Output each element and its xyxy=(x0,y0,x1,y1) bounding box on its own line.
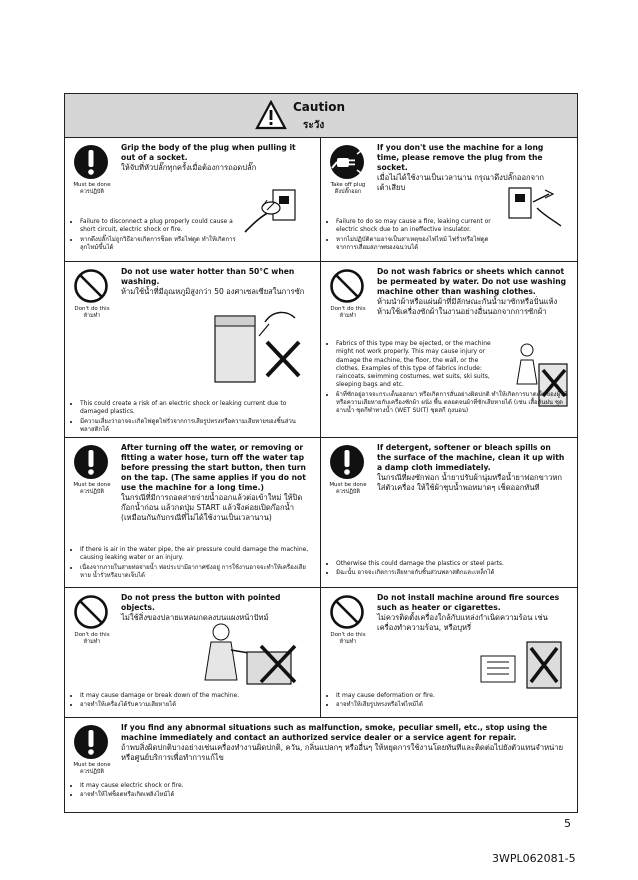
caution-heading: Do not wash fabrics or sheets which cannot be permeated by water. Do not use washing machine other than washing clothes. ห้ามนำผ้าหรือแผ่นผ้าที่มีลักษณะกันน้ำมาซักหรือปั่นแห้ง ห้ามใช้เครื่องซักผ้าในงานอย่างอื่นนอกจากการซักผ้า xyxy=(377,267,567,316)
caution-cell-remove-plug xyxy=(321,138,577,262)
caution-cell-pointed-objects xyxy=(65,588,321,718)
prohibited-icon xyxy=(329,268,365,304)
caution-heading: If detergent, softener or bleach spills on the surface of the machine, clean it up with a damp cloth immediately. ในกรณีที่ผงซักฟอก น้ำยาปรับผ้านุ่มหรือน้ำยาฟอกขาวหกใส่ตัวเครื่อง ให้ใช้ผ้าชุบน้ำพอหมาดๆ เช็ดออกทันที xyxy=(377,443,565,492)
must-do-label: Must be done ควรปฏิบัติ xyxy=(73,762,111,775)
caution-cell-fire-sources xyxy=(321,588,577,718)
caution-bullets: • Fabrics of this type may be ejected, or the machine might not work properly. This may cause injury or damage the machine, the floor, the wall, or the clothes. Examples of this type of fabrics include: raincoats, swimming costumes, wet suits, ski suits, sleeping bags and etc. • ผ้าที่ซักอยู่อาจจะกระเด็นออกมา หรือเกิดการสั่นอย่างผิดปกติ ทำให้เกิดการบาดเจ็บของผู้ใช้ หรือความเสียหายกับเครื่องซักผ้า ผนัง พื้น ตลอดจนผ้าที่ซักเสียหายได้ (เช่น เสื้อกันฝน ชุดอาบน้ำ ชุดกีฬาทางน้ำ (WET SUIT) ชุดสกี ถุงนอน) xyxy=(327,340,503,417)
caution-box xyxy=(64,93,578,813)
must-do-label: Must be done ควรปฏิบัติ xyxy=(73,482,111,495)
caution-heading: After turning off the water, or removing or fitting a water hose, turn off the water tap before pressing the start button, then turn on the tap. (The same applies if you do not use the machine for a long time.) ในกรณีที่มีการถอดสายจ่ายน้ำออกแล้วต่อเข้าใหม่ ให้ปิดก๊อกน้ำก่อน แล้วกดปุ่ม START แล้วจึงค่อยเปิดก๊อกน้ำ (เหมือนกันกับกรณีที่ไม่ได้ใช้งานเป็นเวลานาน) xyxy=(121,443,306,522)
page-number: 5 xyxy=(564,817,571,830)
hand-gripping-plug-icon xyxy=(243,186,303,236)
caution-bullets: • It may cause deformation or fire. • อาจทำให้เสียรูปทรงหรือไฟไหม้ได้ xyxy=(327,692,567,711)
caution-title: Caution xyxy=(293,100,346,114)
caution-bullets: • It may cause electric shock or fire. • อาจทำให้ไฟช็อตหรือเกิดเพลิงไหม้ได้ xyxy=(71,782,511,801)
socket-plug-icon xyxy=(503,182,563,232)
dont-do-label: Don't do this ห้ามทำ xyxy=(330,306,366,319)
prohibited-icon xyxy=(329,594,365,630)
caution-bullets: • It may cause damage or break down of the machine. • อาจทำให้เครื่องได้รับความเสียหายได้ xyxy=(71,692,311,711)
dont-do-label: Don't do this ห้ามทำ xyxy=(330,632,366,645)
caution-bullets: • Failure to do so may cause a fire, leaking current or electric shock due to an ineffective insulator. • หากไม่ปฏิบัติตามอาจเป็นสาเหตุของไฟไหม้ ไฟรั่วหรือไฟดูดจากการเสื่อมสภาพของฉนวนได้ xyxy=(327,218,495,253)
prohibited-icon xyxy=(73,268,109,304)
caution-cell-hot-water xyxy=(65,262,321,438)
washer-hot-water-icon xyxy=(195,296,315,392)
caution-cell-plug-grip xyxy=(65,138,321,262)
prohibited-icon xyxy=(73,594,109,630)
caution-bullets: • Otherwise this could damage the plastics or steel parts. • มิฉะนั้น อาจจะเกิดการเสียหายกับชิ้นส่วนพลาสติกและเหล็กได้ xyxy=(327,560,567,579)
caution-cell-detergent-spill xyxy=(321,438,577,588)
caution-cell-waterproof-fabrics xyxy=(321,262,577,438)
caution-heading: Do not press the button with pointed objects. ไม่ใช้สิ่งของปลายแหลมกดลงบนแผงหน้าปัทม์ xyxy=(121,593,281,622)
must-do-label: Must be done ควรปฏิบัติ xyxy=(329,482,367,495)
caution-bullets: • This could create a risk of an electric shock or leaking current due to damaged plastics. • มีความเสี่ยงว่าอาจจะเกิดไฟดูดไฟรั่วจากการเสียรูปทรงหรือความเสียหายของชิ้นส่วนพลาสติกได้ xyxy=(71,400,311,435)
take-off-plug-icon xyxy=(329,144,365,180)
caution-heading: If you find any abnormal situations such as malfunction, smoke, peculiar smell, etc., stop using the machine immediately and contact an authorized service dealer or a service agent for repair. ถ้าพบสิ่งผิดปกติบางอย่างเช่นเครื่องทำงานผิดปกติ, ควัน, กลิ่นแปลกๆ หรืออื่นๆ ให้หยุดการใช้งานโดยทันทีและติดต่อไปยังตัวแทนจำหน่ายหรือศูนย์บริการเพื่อทำการแก้ไข xyxy=(121,723,564,762)
caution-bullets: • Failure to disconnect a plug properly could cause a short circuit, electric shock or fire. • หากดึงปลั๊กไม่ถูกวิธีอาจเกิดการช็อต หรือไฟดูด ทำให้เกิดการลุกไหม้ขึ้นได้ xyxy=(71,218,239,253)
caution-heading: Do not install machine around fire sources such as heater or cigarettes. ไม่ควรติดตั้งเครื่องใกล้กับแหล่งกำเนิดความร้อน เช่น เครื่องทำความร้อน, หรือบุหรี่ xyxy=(377,593,560,632)
caution-heading: If you don't use the machine for a long time, please remove the plug from the socket. เมื่อไม่ได้ใช้งานเป็นเวลานาน กรุณาดึงปลั๊กออกจากเต้าเสียบ xyxy=(377,143,544,192)
caution-title-thai: ระวัง xyxy=(303,120,325,131)
caution-bullets: • If there is air in the water pipe, the air pressure could damage the machine, causing leaking water or an injury. • เนื่องจากภายในสายท่อจ่ายน้ำ ท่อประปามีอากาศขังอยู่ การใช้งานอาจจะทำให้เครื่องเสียหาย น้ำรั่วหรือบาดเจ็บได้ xyxy=(71,546,315,581)
dont-do-label: Don't do this ห้ามทำ xyxy=(74,632,110,645)
document-code: 3WPL062081-5 xyxy=(492,852,576,865)
dont-do-label: Don't do this ห้ามทำ xyxy=(74,306,110,319)
must-do-icon xyxy=(73,724,109,760)
must-do-icon xyxy=(73,444,109,480)
must-do-icon xyxy=(73,144,109,180)
caution-heading: Do not use water hotter than 50°C when washing. ห้ามใช้น้ำที่มีอุณหภูมิสูงกว่า 50 องศาเซลเซียสในการซัก xyxy=(121,267,305,296)
must-do-label: Must be done ควรปฏิบัติ xyxy=(73,182,111,195)
person-pressing-button-icon xyxy=(185,618,311,688)
caution-cell-abnormal-situation xyxy=(65,718,577,812)
washer-near-heater-icon xyxy=(471,634,571,692)
take-off-plug-label: Take off plug ดึงปลั๊กออก xyxy=(330,182,366,195)
caution-heading: Grip the body of the plug when pulling it out of a socket. ให้จับที่หัวปลั๊กทุกครั้งเมื่อต้องการถอดปลั๊ก xyxy=(121,143,296,172)
warning-triangle-icon xyxy=(255,100,287,130)
caution-cell-water-tap xyxy=(65,438,321,588)
must-do-icon xyxy=(329,444,365,480)
caution-header xyxy=(65,94,577,138)
